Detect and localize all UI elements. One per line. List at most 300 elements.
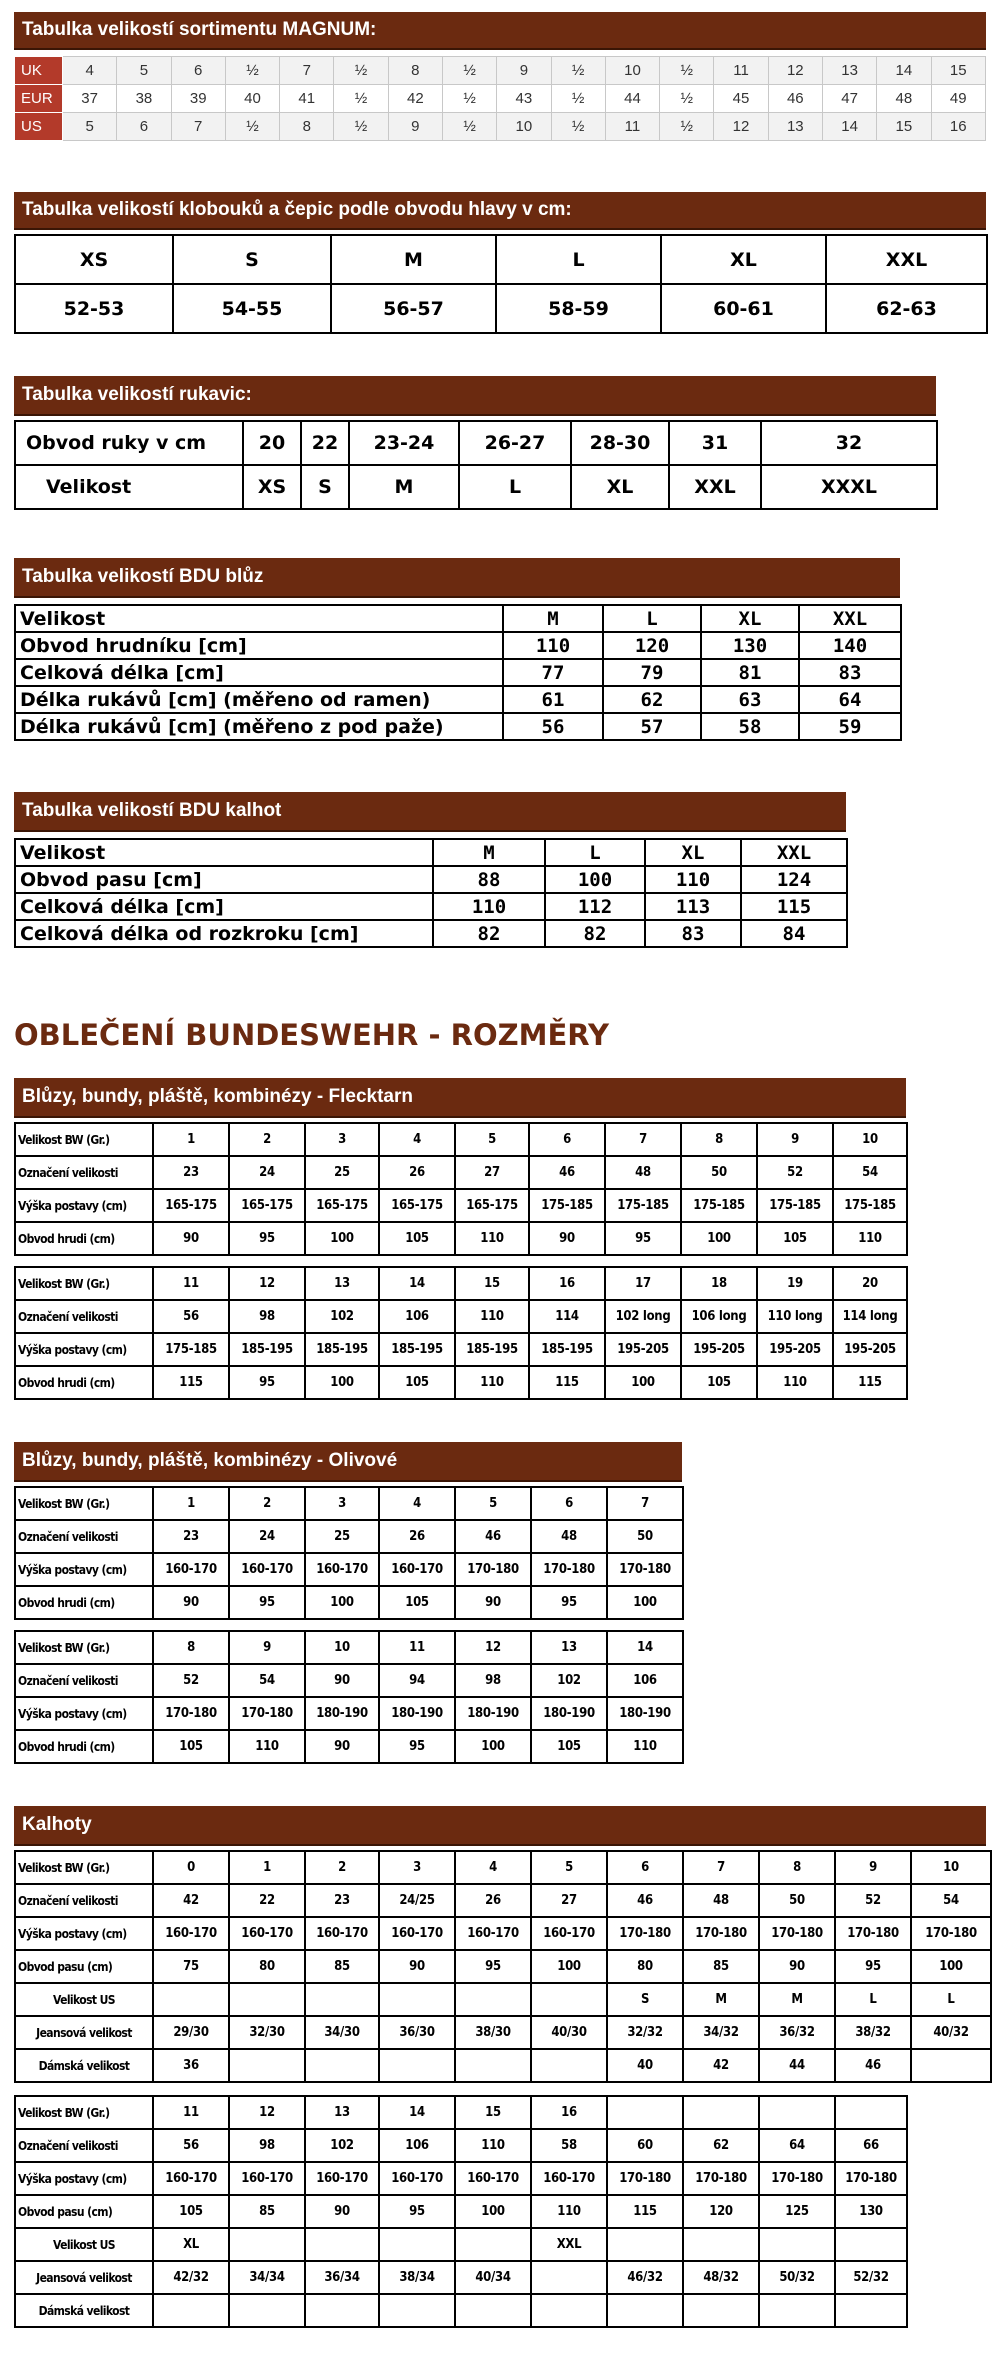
table-cell: 100 bbox=[545, 866, 645, 893]
row-label: Výška postavy (cm) bbox=[15, 1917, 153, 1950]
row-label: Obvod pasu (cm) bbox=[15, 1950, 153, 1983]
flecktarn-title: Blůzy, bundy, pláště, kombinézy - Flecktarn bbox=[14, 1078, 906, 1118]
table-cell: L bbox=[835, 1983, 911, 2016]
table-cell: 32 bbox=[761, 421, 937, 465]
table-cell: 105 bbox=[379, 1222, 455, 1255]
table-cell bbox=[153, 1983, 229, 2016]
table-cell: 9 bbox=[388, 113, 442, 141]
table-cell: ½ bbox=[442, 113, 496, 141]
table-cell: 105 bbox=[153, 1730, 229, 1763]
table-cell: XL bbox=[571, 465, 669, 509]
table-cell: 90 bbox=[529, 1222, 605, 1255]
table-cell: 125 bbox=[759, 2195, 835, 2228]
table-cell bbox=[683, 2096, 759, 2129]
table-cell: S bbox=[607, 1983, 683, 2016]
table-row bbox=[15, 1950, 991, 1983]
row-label: US bbox=[15, 113, 63, 141]
table-cell: 62 bbox=[603, 686, 701, 713]
table-cell: S bbox=[301, 465, 349, 509]
table-row bbox=[15, 713, 901, 740]
table-cell: 66 bbox=[835, 2129, 907, 2162]
table-cell: 9 bbox=[497, 57, 551, 85]
table-row bbox=[15, 893, 847, 920]
table-cell: 90 bbox=[305, 2195, 379, 2228]
table-cell: 8 bbox=[280, 113, 334, 141]
table-cell: 170-180 bbox=[229, 1697, 305, 1730]
table-cell: 40/32 bbox=[911, 2016, 991, 2049]
row-label: Označení velikosti bbox=[15, 1300, 153, 1333]
table-cell: 27 bbox=[455, 1156, 529, 1189]
row-label: XS bbox=[15, 235, 173, 284]
row-label: Obvod ruky v cm bbox=[15, 421, 243, 465]
table-cell: 195-205 bbox=[605, 1333, 681, 1366]
table-cell: 4 bbox=[379, 1123, 455, 1156]
table-cell: 46 bbox=[768, 85, 822, 113]
table-cell: 113 bbox=[645, 893, 741, 920]
row-label: Velikost bbox=[15, 465, 243, 509]
table-cell bbox=[531, 2049, 607, 2082]
table-cell bbox=[607, 2096, 683, 2129]
olive-section bbox=[14, 1442, 682, 1764]
table-cell: 54 bbox=[833, 1156, 907, 1189]
table-cell bbox=[455, 2049, 531, 2082]
table-cell: 160-170 bbox=[229, 1917, 305, 1950]
table-cell bbox=[835, 2294, 907, 2327]
table-row bbox=[15, 866, 847, 893]
table-cell: 100 bbox=[605, 1366, 681, 1399]
table-cell bbox=[759, 2228, 835, 2261]
table-cell: 95 bbox=[605, 1222, 681, 1255]
table-cell bbox=[607, 2228, 683, 2261]
table-cell: 4 bbox=[63, 57, 117, 85]
table-row bbox=[15, 659, 901, 686]
table-cell: 81 bbox=[701, 659, 799, 686]
table-cell: XXL bbox=[531, 2228, 607, 2261]
table-cell: ½ bbox=[442, 57, 496, 85]
table-cell: 175-185 bbox=[681, 1189, 757, 1222]
row-label: Celková délka [cm] bbox=[15, 659, 503, 686]
table-cell: 60 bbox=[607, 2129, 683, 2162]
olive-title: Blůzy, bundy, pláště, kombinézy - Olivové bbox=[14, 1442, 682, 1482]
table-cell: 28-30 bbox=[571, 421, 669, 465]
table-cell: 90 bbox=[153, 1222, 229, 1255]
table-cell: 14 bbox=[379, 2096, 455, 2129]
table-row bbox=[15, 2016, 991, 2049]
table-row bbox=[15, 1586, 683, 1619]
pants-table-2 bbox=[14, 2095, 908, 2328]
pants-table-1 bbox=[14, 1850, 992, 2083]
table-row bbox=[15, 686, 901, 713]
magnum-section bbox=[14, 12, 986, 141]
row-label: Označení velikosti bbox=[15, 1664, 153, 1697]
table-cell: 106 bbox=[607, 1664, 683, 1697]
table-cell: 52/32 bbox=[835, 2261, 907, 2294]
table-cell: XXL bbox=[669, 465, 761, 509]
table-cell bbox=[305, 1983, 379, 2016]
table-cell: ½ bbox=[660, 85, 714, 113]
table-cell: 165-175 bbox=[379, 1189, 455, 1222]
table-cell: 114 bbox=[529, 1300, 605, 1333]
table-cell: 170-180 bbox=[531, 1553, 607, 1586]
olive-table-1 bbox=[14, 1486, 684, 1620]
table-cell: M bbox=[503, 605, 603, 632]
table-cell: 88 bbox=[433, 866, 545, 893]
row-label: Obvod hrudi (cm) bbox=[15, 1586, 153, 1619]
table-row bbox=[15, 1300, 907, 1333]
table-cell: 115 bbox=[833, 1366, 907, 1399]
table-cell: 2 bbox=[229, 1123, 305, 1156]
table-cell: 61 bbox=[503, 686, 603, 713]
table-cell: 50 bbox=[759, 1884, 835, 1917]
table-cell: 14 bbox=[607, 1631, 683, 1664]
table-cell: 160-170 bbox=[379, 2162, 455, 2195]
table-cell: 64 bbox=[799, 686, 901, 713]
table-row bbox=[15, 2195, 907, 2228]
table-cell: 115 bbox=[741, 893, 847, 920]
table-cell: 170-180 bbox=[153, 1697, 229, 1730]
table-cell: 8 bbox=[681, 1123, 757, 1156]
table-cell: 95 bbox=[835, 1950, 911, 1983]
table-cell bbox=[835, 2228, 907, 2261]
table-cell bbox=[305, 2049, 379, 2082]
table-cell: 52 bbox=[835, 1884, 911, 1917]
table-row bbox=[15, 1851, 991, 1884]
table-cell: 110 bbox=[607, 1730, 683, 1763]
table-cell: 110 bbox=[455, 1222, 529, 1255]
table-cell: 160-170 bbox=[379, 1917, 455, 1950]
table-cell: 8 bbox=[759, 1851, 835, 1884]
table-cell: 2 bbox=[229, 1487, 305, 1520]
table-cell: 82 bbox=[545, 920, 645, 947]
table-row bbox=[15, 632, 901, 659]
table-cell: 80 bbox=[229, 1950, 305, 1983]
table-cell: 56 bbox=[153, 2129, 229, 2162]
table-row bbox=[15, 1267, 907, 1300]
table-cell: 90 bbox=[455, 1586, 531, 1619]
table-cell: 39 bbox=[171, 85, 225, 113]
table-cell: 105 bbox=[531, 1730, 607, 1763]
table-cell bbox=[835, 2096, 907, 2129]
table-cell: 12 bbox=[455, 1631, 531, 1664]
table-cell: 16 bbox=[529, 1267, 605, 1300]
row-label: Označení velikosti bbox=[15, 1520, 153, 1553]
table-cell: 32/30 bbox=[229, 2016, 305, 2049]
table-cell: 83 bbox=[799, 659, 901, 686]
table-cell: 110 bbox=[757, 1366, 833, 1399]
table-cell: 16 bbox=[931, 113, 986, 141]
table-cell: 100 bbox=[305, 1366, 379, 1399]
table-cell: 105 bbox=[681, 1366, 757, 1399]
table-cell: 31 bbox=[669, 421, 761, 465]
table-cell: 170-180 bbox=[607, 1917, 683, 1950]
table-cell: 105 bbox=[757, 1222, 833, 1255]
bdu-pants-table bbox=[14, 838, 848, 948]
table-cell: 19 bbox=[757, 1267, 833, 1300]
table-cell: 15 bbox=[877, 113, 931, 141]
table-cell: 100 bbox=[305, 1586, 379, 1619]
table-row bbox=[15, 1333, 907, 1366]
row-label: Velikost US bbox=[15, 2228, 153, 2261]
table-cell: 1 bbox=[153, 1487, 229, 1520]
table-row bbox=[15, 605, 901, 632]
table-cell: 54 bbox=[911, 1884, 991, 1917]
table-cell: 6 bbox=[607, 1851, 683, 1884]
table-cell: 41 bbox=[280, 85, 334, 113]
table-cell: 48/32 bbox=[683, 2261, 759, 2294]
row-label: Označení velikosti bbox=[15, 2129, 153, 2162]
table-cell: 10 bbox=[497, 113, 551, 141]
table-cell: 9 bbox=[757, 1123, 833, 1156]
table-cell: 15 bbox=[931, 57, 986, 85]
row-label: Velikost BW (Gr.) bbox=[15, 1123, 153, 1156]
table-cell bbox=[531, 2294, 607, 2327]
bdu-pants-title: Tabulka velikostí BDU kalhot bbox=[14, 792, 846, 832]
table-cell: 49 bbox=[931, 85, 986, 113]
table-cell: 110 bbox=[455, 1300, 529, 1333]
table-cell: 9 bbox=[229, 1631, 305, 1664]
gloves-table bbox=[14, 420, 938, 510]
table-cell: 38/32 bbox=[835, 2016, 911, 2049]
table-cell: ½ bbox=[660, 113, 714, 141]
table-cell: 40/34 bbox=[455, 2261, 531, 2294]
table-cell: 26 bbox=[455, 1884, 531, 1917]
table-cell: 43 bbox=[497, 85, 551, 113]
table-cell: 160-170 bbox=[305, 1917, 379, 1950]
bdu-shirts-section bbox=[14, 558, 900, 741]
table-cell: 7 bbox=[171, 113, 225, 141]
table-cell: 170-180 bbox=[607, 2162, 683, 2195]
table-cell: 185-195 bbox=[229, 1333, 305, 1366]
table-cell: 6 bbox=[171, 57, 225, 85]
table-cell: 195-205 bbox=[757, 1333, 833, 1366]
bdu-shirts-title: Tabulka velikostí BDU blůz bbox=[14, 558, 900, 598]
table-cell: XXL bbox=[741, 839, 847, 866]
table-cell: 13 bbox=[768, 113, 822, 141]
table-cell: 90 bbox=[153, 1586, 229, 1619]
table-cell: 160-170 bbox=[229, 1553, 305, 1586]
table-cell: 32/32 bbox=[607, 2016, 683, 2049]
pants-section bbox=[14, 1806, 986, 2328]
table-cell: 5 bbox=[63, 113, 117, 141]
table-cell: 12 bbox=[768, 57, 822, 85]
table-cell: 20 bbox=[833, 1267, 907, 1300]
row-label: Velikost BW (Gr.) bbox=[15, 1631, 153, 1664]
table-row bbox=[15, 1553, 683, 1586]
table-cell: 6 bbox=[531, 1487, 607, 1520]
table-cell bbox=[455, 1983, 531, 2016]
row-label: Obvod pasu [cm] bbox=[15, 866, 433, 893]
table-cell: 140 bbox=[799, 632, 901, 659]
table-cell: 7 bbox=[280, 57, 334, 85]
table-row bbox=[15, 1983, 991, 2016]
row-label: Dámská velikost bbox=[15, 2294, 153, 2327]
flecktarn-table-2 bbox=[14, 1266, 908, 1400]
table-cell: 11 bbox=[153, 1267, 229, 1300]
table-cell: 4 bbox=[379, 1487, 455, 1520]
table-row bbox=[15, 1730, 683, 1763]
table-cell: 102 bbox=[531, 1664, 607, 1697]
row-label: Obvod hrudi (cm) bbox=[15, 1366, 153, 1399]
table-cell: XL bbox=[153, 2228, 229, 2261]
table-cell: 175-185 bbox=[757, 1189, 833, 1222]
table-cell: 46 bbox=[835, 2049, 911, 2082]
hats-title: Tabulka velikostí klobouků a čepic podle obvodu hlavy v cm: bbox=[14, 192, 986, 230]
table-cell: 5 bbox=[531, 1851, 607, 1884]
table-cell: 4 bbox=[455, 1851, 531, 1884]
table-cell: 46 bbox=[607, 1884, 683, 1917]
row-label: Velikost bbox=[15, 605, 503, 632]
table-cell: 36/30 bbox=[379, 2016, 455, 2049]
row-label: EUR bbox=[15, 85, 63, 113]
table-cell bbox=[379, 2049, 455, 2082]
table-cell bbox=[229, 2294, 305, 2327]
table-cell: M bbox=[349, 465, 459, 509]
table-cell: 77 bbox=[503, 659, 603, 686]
table-cell: 100 bbox=[681, 1222, 757, 1255]
table-cell: 24/25 bbox=[379, 1884, 455, 1917]
table-cell: 82 bbox=[433, 920, 545, 947]
table-cell: 112 bbox=[545, 893, 645, 920]
table-cell: 160-170 bbox=[153, 1553, 229, 1586]
table-cell: 165-175 bbox=[229, 1189, 305, 1222]
table-cell bbox=[531, 2261, 607, 2294]
table-cell: 105 bbox=[379, 1586, 455, 1619]
table-cell: 115 bbox=[153, 1366, 229, 1399]
table-cell: ½ bbox=[334, 85, 388, 113]
table-cell: 22 bbox=[229, 1884, 305, 1917]
table-cell: S bbox=[173, 235, 331, 284]
table-cell: 110 bbox=[433, 893, 545, 920]
table-cell: 25 bbox=[305, 1520, 379, 1553]
table-cell: 44 bbox=[759, 2049, 835, 2082]
table-cell: 95 bbox=[229, 1366, 305, 1399]
table-cell: 106 long bbox=[681, 1300, 757, 1333]
table-cell: 46 bbox=[529, 1156, 605, 1189]
magnum-table bbox=[14, 56, 986, 141]
table-cell: 57 bbox=[603, 713, 701, 740]
table-cell: 175-185 bbox=[153, 1333, 229, 1366]
table-cell: 185-195 bbox=[455, 1333, 529, 1366]
row-label: Výška postavy (cm) bbox=[15, 1333, 153, 1366]
table-cell: 37 bbox=[63, 85, 117, 113]
table-row bbox=[15, 1631, 683, 1664]
table-cell: 110 bbox=[833, 1222, 907, 1255]
table-cell: 102 long bbox=[605, 1300, 681, 1333]
table-row bbox=[15, 57, 986, 85]
table-cell: 25 bbox=[305, 1156, 379, 1189]
table-cell: 115 bbox=[607, 2195, 683, 2228]
table-cell: 26 bbox=[379, 1156, 455, 1189]
table-cell: 23 bbox=[305, 1884, 379, 1917]
table-cell bbox=[911, 2049, 991, 2082]
table-cell: 23 bbox=[153, 1520, 229, 1553]
row-label: Označení velikosti bbox=[15, 1884, 153, 1917]
row-label: UK bbox=[15, 57, 63, 85]
table-cell: 58-59 bbox=[496, 284, 661, 333]
row-label: Velikost BW (Gr.) bbox=[15, 1487, 153, 1520]
table-cell: 160-170 bbox=[531, 2162, 607, 2195]
bdu-pants-section bbox=[14, 792, 846, 948]
table-cell: 34/34 bbox=[229, 2261, 305, 2294]
table-cell: 130 bbox=[835, 2195, 907, 2228]
table-row bbox=[15, 1917, 991, 1950]
table-cell: 48 bbox=[683, 1884, 759, 1917]
table-cell bbox=[759, 2294, 835, 2327]
table-cell: 3 bbox=[305, 1123, 379, 1156]
table-cell: 160-170 bbox=[153, 1917, 229, 1950]
table-cell: 24 bbox=[229, 1156, 305, 1189]
table-cell: 160-170 bbox=[455, 1917, 531, 1950]
table-cell: XS bbox=[243, 465, 301, 509]
row-label: Obvod hrudi (cm) bbox=[15, 1730, 153, 1763]
table-cell: ½ bbox=[225, 113, 279, 141]
table-row bbox=[15, 1222, 907, 1255]
table-cell: 180-190 bbox=[531, 1697, 607, 1730]
table-cell: 100 bbox=[911, 1950, 991, 1983]
table-cell: ½ bbox=[442, 85, 496, 113]
table-cell: 5 bbox=[455, 1123, 529, 1156]
table-cell: 50/32 bbox=[759, 2261, 835, 2294]
table-cell: 11 bbox=[714, 57, 768, 85]
table-row bbox=[15, 284, 987, 333]
row-label: Označení velikosti bbox=[15, 1156, 153, 1189]
table-cell: 8 bbox=[153, 1631, 229, 1664]
table-cell: 110 bbox=[455, 1366, 529, 1399]
table-cell: 160-170 bbox=[531, 1917, 607, 1950]
table-cell: 180-190 bbox=[379, 1697, 455, 1730]
table-cell: 13 bbox=[531, 1631, 607, 1664]
olive-table-2 bbox=[14, 1630, 684, 1764]
table-cell: ½ bbox=[660, 57, 714, 85]
table-cell: 175-185 bbox=[605, 1189, 681, 1222]
row-label: Jeansová velikost bbox=[15, 2261, 153, 2294]
table-cell: 6 bbox=[117, 113, 171, 141]
table-row bbox=[15, 2162, 907, 2195]
table-cell: 12 bbox=[714, 113, 768, 141]
row-label: Výška postavy (cm) bbox=[15, 2162, 153, 2195]
table-cell: 20 bbox=[243, 421, 301, 465]
table-cell: 100 bbox=[455, 2195, 531, 2228]
table-cell: 54 bbox=[229, 1664, 305, 1697]
table-cell: 83 bbox=[645, 920, 741, 947]
table-cell: 56 bbox=[153, 1300, 229, 1333]
table-cell: 38 bbox=[117, 85, 171, 113]
table-cell: 5 bbox=[117, 57, 171, 85]
table-cell: XXL bbox=[826, 235, 987, 284]
table-cell: 110 bbox=[229, 1730, 305, 1763]
table-cell: 24 bbox=[229, 1520, 305, 1553]
table-cell: 38/34 bbox=[379, 2261, 455, 2294]
table-cell: 11 bbox=[379, 1631, 455, 1664]
table-cell: L bbox=[496, 235, 661, 284]
table-cell: M bbox=[683, 1983, 759, 2016]
table-cell: M bbox=[433, 839, 545, 866]
table-cell: 165-175 bbox=[305, 1189, 379, 1222]
table-cell: XL bbox=[645, 839, 741, 866]
table-cell: XXXL bbox=[761, 465, 937, 509]
table-cell: 47 bbox=[822, 85, 876, 113]
table-cell: 40/30 bbox=[531, 2016, 607, 2049]
table-cell: 26 bbox=[379, 1520, 455, 1553]
table-cell: 90 bbox=[379, 1950, 455, 1983]
table-cell: 17 bbox=[605, 1267, 681, 1300]
gloves-title: Tabulka velikostí rukavic: bbox=[14, 376, 936, 416]
table-cell: 44 bbox=[605, 85, 659, 113]
table-cell: 10 bbox=[833, 1123, 907, 1156]
table-cell: 62-63 bbox=[826, 284, 987, 333]
table-cell: 160-170 bbox=[305, 1553, 379, 1586]
table-cell bbox=[229, 2049, 305, 2082]
